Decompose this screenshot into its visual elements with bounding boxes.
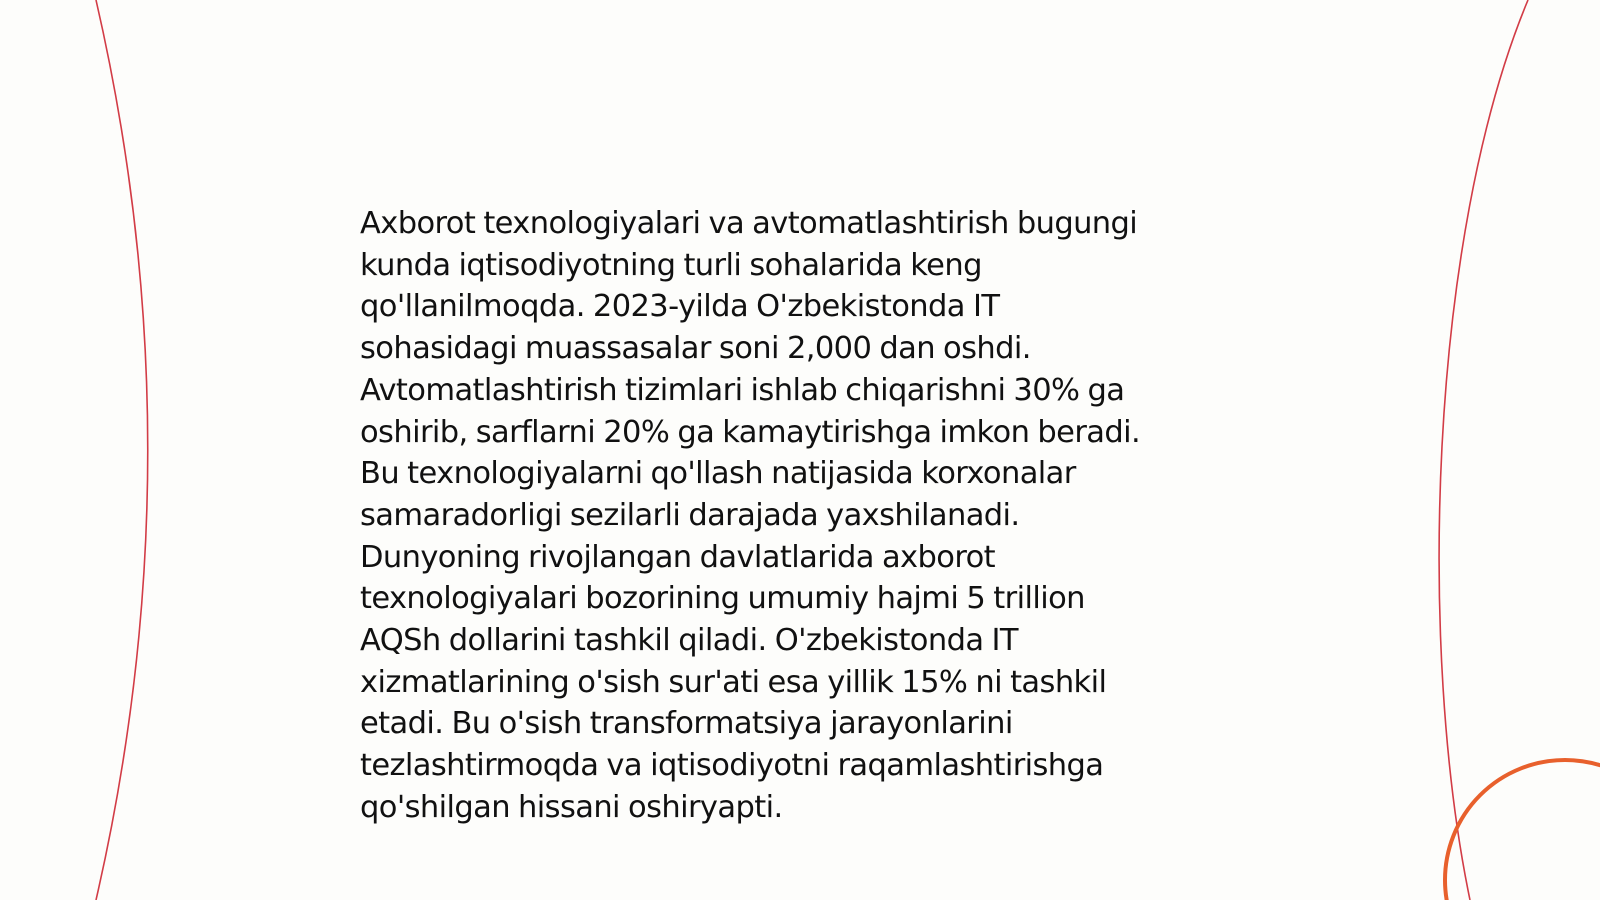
- body-paragraph: [360, 203, 1240, 829]
- paragraph-line: AQSh dollarini tashkil qiladi. O'zbekistonda IT: [360, 623, 1018, 659]
- paragraph-line: Dunyoning rivojlangan davlatlarida axborot: [360, 539, 996, 575]
- orange-arc: [1445, 760, 1600, 900]
- paragraph-line: tezlashtirmoqda va iqtisodiyotni raqamlashtirishga: [360, 748, 1104, 784]
- paragraph-line: oshirib, sarflarni 20% ga kamaytirishga imkon beradi.: [360, 414, 1141, 450]
- paragraph-line: etadi. Bu o'sish transformatsiya jarayonlarini: [360, 706, 1013, 742]
- paragraph-line: texnologiyalari bozorining umumiy hajmi 5 trillion: [360, 581, 1085, 617]
- paragraph-line: Axborot texnologiyalari va avtomatlashtirish bugungi: [360, 206, 1138, 241]
- paragraph-line: sohasidagi muassasalar soni 2,000 dan oshdi.: [360, 331, 1031, 367]
- paragraph-line: qo'llanilmoqda. 2023-yilda O'zbekistonda IT: [360, 289, 1000, 325]
- paragraph-line: Bu texnologiyalarni qo'llash natijasida korxonalar: [360, 456, 1076, 492]
- paragraph-line: Avtomatlashtirish tizimlari ishlab chiqarishni 30% ga: [360, 372, 1125, 408]
- left-curve-line: [96, 0, 148, 900]
- paragraph-line: samaradorligi sezilarli darajada yaxshilanadi.: [360, 497, 1020, 533]
- right-curve-line: [1439, 0, 1528, 900]
- paragraph-line: kunda iqtisodiyotning turli sohalarida keng: [360, 247, 982, 283]
- paragraph-line: xizmatlarining o'sish sur'ati esa yillik 15% ni tashkil: [360, 664, 1107, 700]
- paragraph-line: qo'shilgan hissani oshiryapti.: [360, 789, 783, 825]
